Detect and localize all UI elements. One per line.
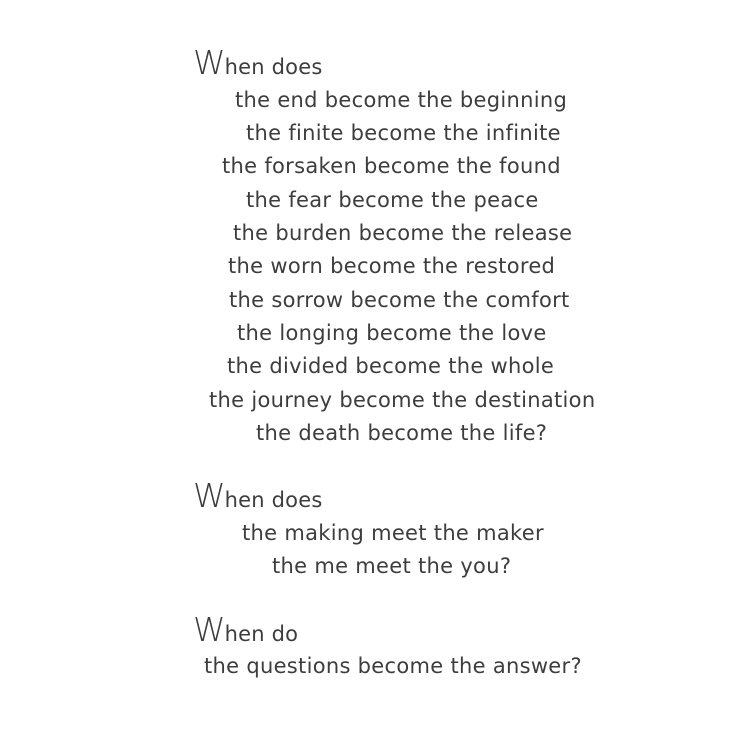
poem-line: the forsaken become the found: [222, 154, 561, 178]
poem-line: the questions become the answer?: [204, 654, 582, 678]
stanza-1-heading: [193, 43, 323, 82]
poem-line: the fear become the peace: [246, 188, 539, 212]
poem-line: the longing become the love: [237, 321, 547, 345]
poem-line: the death become the life?: [256, 421, 548, 445]
heading-text: hen does: [224, 488, 323, 512]
poem-line: the worn become the restored: [228, 254, 556, 278]
stanza-3-heading: [193, 610, 299, 649]
heading-text: hen do: [224, 622, 299, 646]
stanza-2-heading: [193, 476, 323, 515]
heading-text: hen does: [224, 55, 323, 79]
poem-line: the journey become the destination: [209, 388, 596, 412]
poem-line: the making meet the maker: [242, 521, 544, 545]
poem-line: the burden become the release: [233, 221, 573, 245]
poem-line: the divided become the whole: [227, 354, 555, 378]
drop-cap: W: [193, 43, 225, 82]
poem-line: the sorrow become the comfort: [229, 288, 570, 312]
drop-cap: W: [193, 476, 225, 515]
poem-line: the finite become the infinite: [246, 121, 561, 145]
poem-line: the me meet the you?: [272, 554, 512, 578]
drop-cap: W: [193, 610, 225, 649]
poem-line: the end become the beginning: [235, 88, 568, 112]
